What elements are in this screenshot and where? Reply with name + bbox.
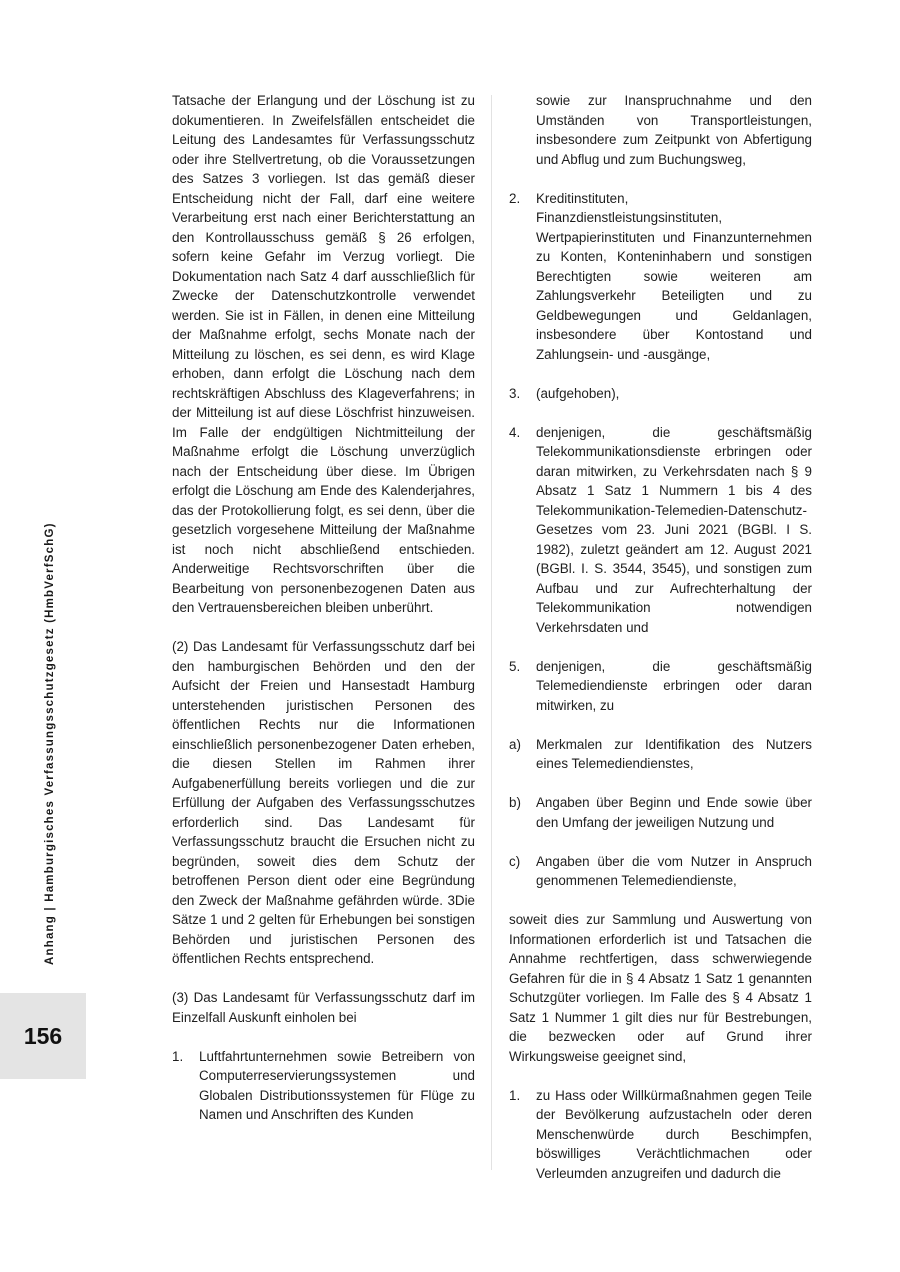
left-column xyxy=(172,91,475,1125)
list-item-text: Angaben über Beginn und Ende sowie über den Umfang der jeweiligen Nutzung und xyxy=(536,795,812,830)
list-item xyxy=(172,1047,475,1125)
list-item xyxy=(509,735,812,774)
list-item xyxy=(509,423,812,638)
list-item-text: Luftfahrtunternehmen sowie Betreibern von Computerreservierungssystemen und Globalen Distributionssystemen für Flüge zu Namen und Anschriften des Kunden xyxy=(199,1048,475,1122)
list-item xyxy=(509,657,812,716)
list-item-number: a) xyxy=(509,736,521,752)
right-column xyxy=(509,91,812,1183)
page-number: 156 xyxy=(0,993,86,1079)
list-item-text: sowie zur Inanspruchnahme und den Umständen von Transportleistungen, insbesondere zum Zeitpunkt von Abfertigung und Abflug und zum Buchungsweg, xyxy=(536,93,812,167)
paragraph-3: (3) Das Landesamt für Verfassungsschutz darf im Einzelfall Auskunft einholen bei xyxy=(172,990,475,1025)
list-item-number: b) xyxy=(509,795,521,810)
list-item-number: c) xyxy=(509,853,521,869)
list-item-text: denjenigen, die geschäftsmäßig Telekommunikationsdienste erbringen oder daran mitwirken, zu Verkehrsdaten nach § 9 Absatz 1 Satz 1 Nummern 1 bis 4 des Telekommunikation-Telemedien-Datenschutz-Gesetzes vom 23. Juni 2021 (BGBl. I S. 1982), zuletzt geändert am 12. August 2021 (BGBl. I. S. 3544, 3545), und sonstigen zum Aufbau und zur Aufrechterhaltung der Telekommunikation notwendigen Verkehrsdaten und xyxy=(536,424,812,635)
list-item-text: (aufgehoben), xyxy=(536,385,620,401)
list-item-text: Kreditinstituten, Finanzdienstleistungsinstituten, Wertpapierinstituten und Finanzunternehmen zu Konten, Konteninhabern und sonstigen Berechtigten sowie weiteren am Zahlungsverkehr Beteiligten und zu Geldbewegungen und Geldanlagen, insbesondere über Kontostand und Zahlungsein- und -ausgänge, xyxy=(536,190,812,362)
list-item-text: denjenigen, die geschäftsmäßig Telemediendienste erbringen oder daran mitwirken, zu xyxy=(536,658,812,713)
list-item xyxy=(509,793,812,832)
list-item-text: zu Hass oder Willkürmaßnahmen gegen Teile der Bevölkerung aufzustacheln oder deren Menschenwürde durch Beschimpfen, böswilliges Verächtlichmachen oder Verleumden anzugreifen und dadurch die xyxy=(536,1087,812,1181)
running-header: Anhang | Hamburgisches Verfassungsschutzgesetz (HmbVerfSchG) xyxy=(44,522,56,965)
list-item-continuation xyxy=(509,91,812,169)
list-item-text: Merkmalen zur Identifikation des Nutzers eines Telemediendienstes, xyxy=(536,736,812,771)
paragraph-continuation: Tatsache der Erlangung und der Löschung ist zu dokumentieren. In Zweifelsfällen entscheidet die Leitung des Landesamtes für Verfassungsschutz oder ihre Stellvertretung, ob die Voraussetzungen des Satzes 3 vorliegen. Ist das gemäß dieser Entscheidung nicht der Fall, darf eine weitere Verarbeitung erst nach einer Berichterstattung an den Kontrollausschuss gemäß § 26 erfolgen, sofern keine Gefahr im Verzug vorliegt. Die Dokumentation nach Satz 4 darf ausschließlich für Zwecke der Datenschutzkontrolle verwendet werden. Sie ist in Fällen, in denen eine Mitteilung der Maßnahme erfolgt, sechs Monate nach der Mitteilung zu löschen, es sei denn, es wird Klage erhoben, dann erfolgt die Löschung nach dem rechtskräftigen Abschluss des Klageverfahrens; in der Mitteilung ist auf diese Löschfrist hinzuweisen. Im Falle der endgültigen Nichtmitteilung der Maßnahme erfolgt die Löschung unverzüglich nach der Entscheidung über diese. Im Übrigen erfolgt die Löschung am Ende des Kalenderjahres, das der Protokollierung folgt, es sei denn, über die gesetzlich vorgesehene Mitteilung der Maßnahme ist noch nicht abschließend entschieden. Anderweitige Rechtsvorschriften über die Bearbeitung von personenbezogenen Daten aus den Vertrauensbereichen bleiben unberührt. xyxy=(172,93,475,615)
paragraph-2: (2) Das Landesamt für Verfassungsschutz darf bei den hamburgischen Behörden und den der Aufsicht der Freien und Hansestadt Hamburg unterstehenden juristischen Personen des öffentlichen Rechts nur die Informationen einschließlich personenbezogener Daten erheben, die diesen Stellen im Rahmen ihrer Aufgabenerfüllung bereits vorliegen und die zur Erfüllung der Aufgaben des Verfassungsschutzes erforderlich sind. Das Landesamt für Verfassungsschutz braucht die Ersuchen nicht zu begründen, soweit dies dem Schutz der betroffenen Person dient oder eine Begründung den Zweck der Maßnahme gefährden würde. 3Die Sätze 1 und 2 gelten für Erhebungen bei sonstigen Behörden und juristischen Personen des öffentlichen Rechts entsprechend. xyxy=(172,639,475,966)
list-item-text: Angaben über die vom Nutzer in Anspruch genommenen Telemediendienste, xyxy=(536,853,812,888)
list-item-number: 1. xyxy=(509,1087,521,1103)
list-item-number: 5. xyxy=(509,658,521,674)
list-item xyxy=(509,1086,812,1184)
list-item xyxy=(509,189,812,365)
list-item xyxy=(509,852,812,891)
paragraph-soweit: soweit dies zur Sammlung und Auswertung von Informationen erforderlich ist und Tatsachen die Annahme rechtfertigen, dass schwerwiegende Gefahren für die in § 4 Absatz 1 Satz 1 genannten Schutzgüter vorliegen. Im Falle des § 4 Absatz 1 Satz 1 Nummer 1 gilt dies nur für Bestrebungen, die bezwecken oder auf Grund ihrer Wirkungsweise geeignet sind, xyxy=(509,912,812,1064)
list-item xyxy=(509,384,812,404)
list-item-number: 1. xyxy=(172,1048,184,1064)
list-item-number: 2. xyxy=(509,190,521,206)
column-divider xyxy=(491,95,492,1170)
list-item-number: 4. xyxy=(509,424,521,440)
list-item-number: 3. xyxy=(509,385,521,401)
